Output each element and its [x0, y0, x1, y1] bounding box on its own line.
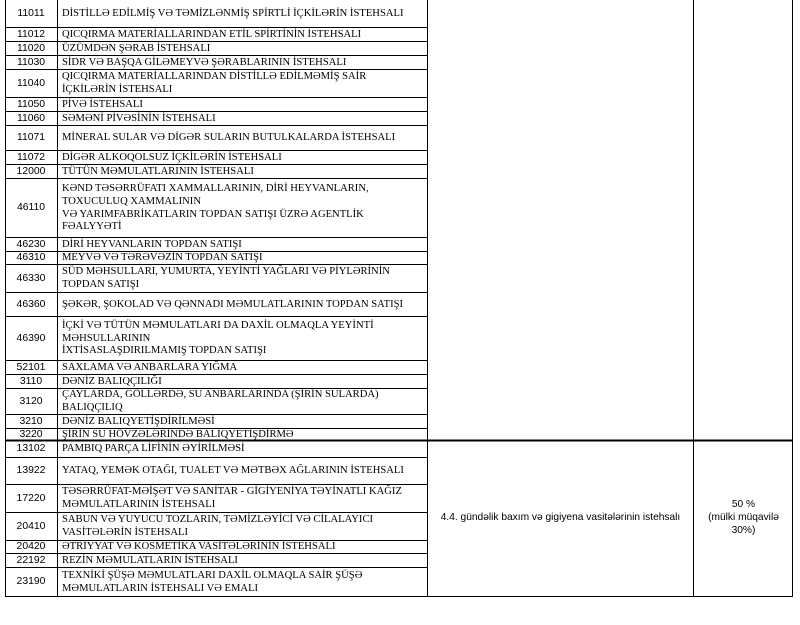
row-code: 12000: [16, 165, 46, 177]
row-code: 11040: [16, 77, 46, 89]
row-name: PAMBIQ PARÇA LİFİNİN ƏYİRİLMƏSİ: [62, 443, 245, 455]
row-name: SAXLAMA VƏ ANBARLARA YIĞMA: [62, 361, 238, 373]
row-name: TƏSƏRRÜFAT-MƏİŞƏT VƏ SANİTAR - GİGİYENİYA TƏYİNATLI KAĞIZ MƏMULATLARININ İSTEHSALI: [62, 486, 402, 510]
row-name: DİGƏR ALKOQOLSUZ İÇKİLƏRİN İSTEHSALI: [62, 151, 282, 163]
row-code: 23190: [16, 576, 46, 588]
row-name: ÇAYLARDA, GÖLLƏRDƏ, SU ANBARLARINDA (ŞİRİN SULARDA) BALIQÇILIQ: [62, 389, 379, 413]
row-code: 11030: [16, 56, 46, 68]
classification-table: [5, 0, 793, 597]
row-name: SİDR VƏ BAŞQA GİLƏMEYVƏ ŞƏRABLARININ İSTEHSALI: [62, 56, 347, 68]
activity-group-label: 4.4. gündəlik baxım və gigiyena vasitələrinin istehsalı: [440, 512, 681, 523]
row-name: PİVƏ İSTEHSALI: [62, 98, 143, 110]
row-name: İÇKİ VƏ TÜTÜN MƏMULATLARI DA DAXİL OLMAQLA YEYİNTİ MƏHSULLARININ İXTİSASLAŞDIRILMAMIŞ TOPDAN SATIŞI: [62, 320, 374, 357]
row-code: 22192: [16, 554, 46, 566]
row-code: 3210: [19, 415, 43, 427]
row-name: ŞİRİN SU HÖVZƏLƏRİNDƏ BALIQYETİŞDİRMƏ: [62, 428, 294, 440]
row-code: 11020: [16, 42, 46, 54]
row-name: ŞƏKƏR, ŞOKOLAD VƏ QƏNNADI MƏMULATLARININ TOPDAN SATIŞI: [62, 298, 404, 310]
row-code: 52101: [16, 361, 46, 373]
row-name: TÜTÜN MƏMULATLARININ İSTEHSALI: [62, 165, 254, 177]
row-name: YATAQ, YEMƏK OTAĞI, TUALET VƏ MƏTBƏX AĞLARININ İSTEHSALI: [62, 465, 404, 477]
row-code: 11011: [17, 7, 45, 19]
row-code: 46110: [16, 202, 46, 214]
row-code: 11060: [16, 112, 46, 124]
row-code: 20410: [16, 520, 46, 532]
row-name: KƏND TƏSƏRRÜFATI XAMMALLARININ, DİRİ HEYVANLARIN, TOXUCULUQ XAMMALININ VƏ YARIMFABRİKATLARIN TOPDAN SATIŞI ÜZRƏ AGENTLİK FƏALYYƏTİ: [62, 183, 369, 233]
row-name: QICQIRMA MATERİALLARINDAN DİSTİLLƏ EDİLMƏMİŞ SAİR İÇKİLƏRİN İSTEHSALI: [62, 71, 367, 95]
row-name: DƏNİZ BALIQYETİŞDİRİLMƏSİ: [62, 415, 215, 427]
row-name: DİRİ HEYVANLARIN TOPDAN SATIŞI: [62, 238, 242, 250]
row-code: 17220: [16, 492, 46, 504]
row-name: ƏTRİYYAT VƏ KOSMETİKA VASİTƏLƏRİNİN İSTEHSALI: [62, 541, 336, 553]
row-code: 20420: [16, 541, 46, 553]
row-code: 11071: [16, 132, 46, 144]
row-name: QICQIRMA MATERİALLARINDAN ETİL SPİRTİNİN İSTEHSALI: [62, 28, 362, 40]
rate-cell: [694, 438, 793, 597]
row-code: 11012: [16, 28, 46, 40]
row-name: DİSTİLLƏ EDİLMİŞ VƏ TƏMİZLƏNMİŞ SPİRTLİ İÇKİLƏRİN İSTEHSALI: [62, 7, 404, 19]
row-name: SÜD MƏHSULLARI, YUMURTA, YEYİNTİ YAĞLARI VƏ PİYLƏRİNİN TOPDAN SATIŞI: [62, 266, 390, 290]
row-name: ÜZÜMDƏN ŞƏRAB İSTEHSALI: [62, 42, 211, 54]
row-name: MEYVƏ VƏ TƏRƏVƏZİN TOPDAN SATIŞI: [62, 252, 263, 264]
row-code: 3120: [19, 395, 43, 407]
rate-note-line1: (mülki müqavilə: [708, 512, 779, 523]
row-name: SABUN VƏ YUYUCU TOZLARIN, TƏMİZLƏYİCİ VƏ CİLALAYICI VASİTƏLƏRİN İSTEHSALI: [62, 514, 374, 538]
row-code: 46390: [16, 332, 46, 344]
row-code: 13102: [16, 443, 46, 455]
row-code: 46310: [16, 252, 46, 264]
rate-value: 50 %: [731, 499, 756, 510]
row-code: 13922: [16, 465, 46, 477]
row-name: TEXNİKİ ŞÜŞƏ MƏMULATLARI DAXİL OLMAQLA SAİR ŞÜŞƏ MƏMULATLARIN İSTEHSALI VƏ EMALI: [62, 569, 363, 594]
row-code: 11050: [16, 98, 46, 110]
row-code: 3110: [19, 375, 43, 387]
row-code: 46330: [16, 272, 46, 284]
row-code: 11072: [16, 151, 46, 163]
row-name: DƏNİZ BALIQÇILIĞI: [62, 375, 162, 387]
row-name: MİNERAL SULAR VƏ DİGƏR SULARIN BUTULKALARDA İSTEHSALI: [62, 132, 396, 144]
rate-note-line2: 30%): [731, 525, 756, 536]
row-name: REZİN MƏMULATLARIN İSTEHSALI: [62, 554, 238, 566]
row-name: SƏMƏNİ PİVƏSİNİN İSTEHSALI: [62, 112, 216, 124]
row-code: 3220: [19, 428, 43, 440]
row-code: 46360: [16, 298, 46, 310]
row-code: 46230: [16, 238, 46, 250]
